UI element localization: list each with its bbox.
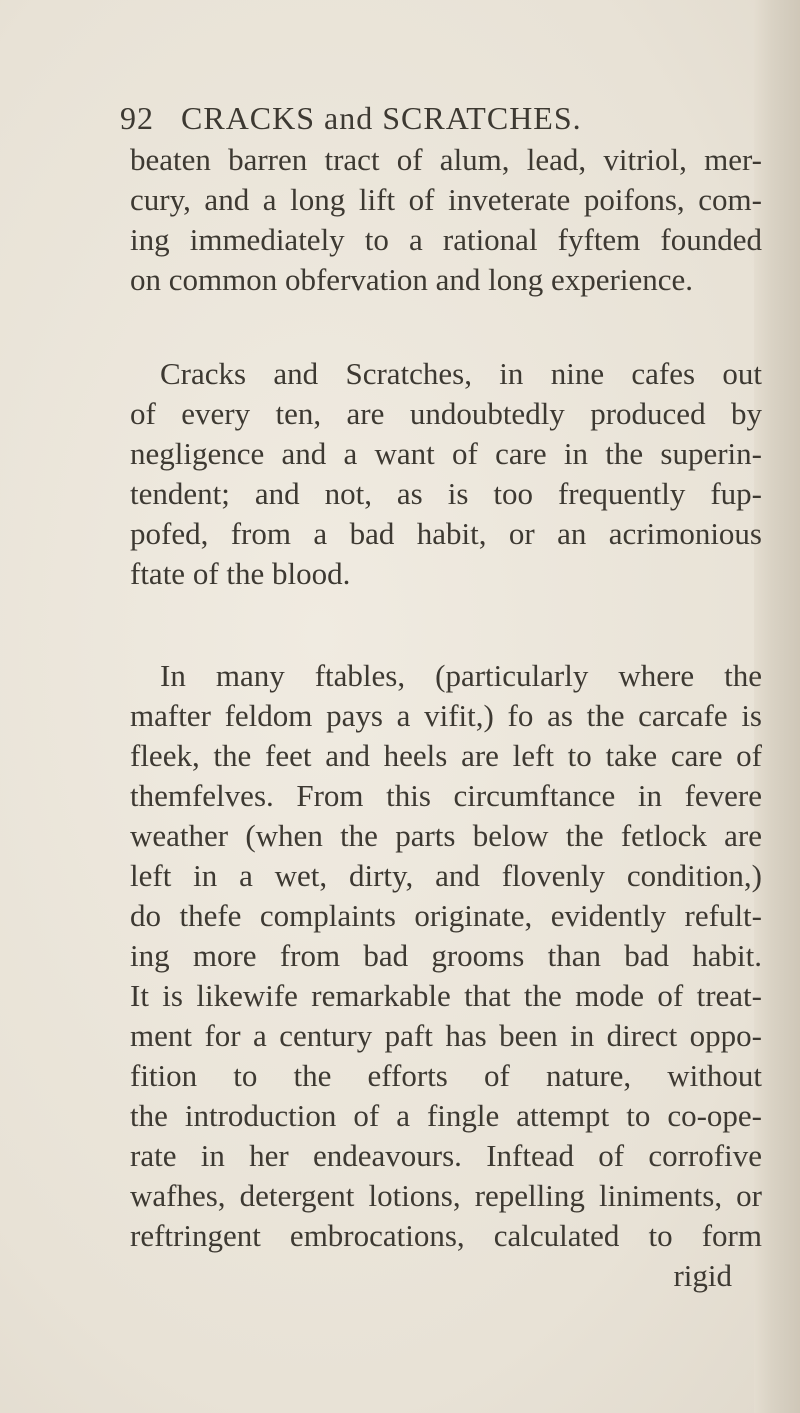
text-line: fleek, the feet and heels are left to take care of xyxy=(130,738,762,773)
text-line: ment for a century paft has been in direct oppo- xyxy=(130,1018,762,1053)
text-line: ing immediately to a rational fyftem founded xyxy=(130,222,762,257)
text-line: It is likewife remarkable that the mode of treat- xyxy=(130,978,762,1013)
text-body xyxy=(130,140,762,1296)
text-line: Cracks and Scratches, in nine cafes out xyxy=(160,356,762,391)
text-line: of every ten, are undoubtedly produced by xyxy=(130,396,762,431)
paragraph-3 xyxy=(130,656,762,1256)
paragraph-2 xyxy=(130,354,762,594)
text-line: In many ftables, (particularly where the xyxy=(160,658,762,693)
page-number: 92 xyxy=(120,100,154,136)
text-line: beaten barren tract of alum, lead, vitriol, mer- xyxy=(130,142,762,177)
text-line: themfelves. From this circumftance in fevere xyxy=(130,778,762,813)
text-line: wafhes, detergent lotions, repelling liniments, or xyxy=(130,1178,762,1213)
text-line: pofed, from a bad habit, or an acrimonious xyxy=(130,516,762,551)
paragraph-1 xyxy=(130,140,762,300)
text-line: mafter feldom pays a vifit,) fo as the carcafe is xyxy=(130,698,762,733)
text-line: fition to the efforts of nature, without xyxy=(130,1058,762,1093)
text-line: negligence and a want of care in the superin- xyxy=(130,436,762,471)
text-line: left in a wet, dirty, and flovenly condition,) xyxy=(130,858,762,893)
catchword: rigid xyxy=(673,1258,732,1293)
text-line: do thefe complaints originate, evidently refult- xyxy=(130,898,762,933)
text-line: tendent; and not, as is too frequently fup- xyxy=(130,476,762,511)
running-title: CRACKS and SCRATCHES. xyxy=(181,100,582,136)
text-line: weather (when the parts below the fetlock are xyxy=(130,818,762,853)
text-line: ftate of the blood. xyxy=(130,556,351,591)
running-header xyxy=(120,100,760,137)
text-line: ing more from bad grooms than bad habit. xyxy=(130,938,762,973)
text-line: the introduction of a fingle attempt to co-ope- xyxy=(130,1098,762,1133)
text-line: rate in her endeavours. Inftead of corrofive xyxy=(130,1138,762,1173)
text-line: on common obfervation and long experience. xyxy=(130,262,693,297)
text-line: reftringent embrocations, calculated to form xyxy=(130,1218,762,1253)
text-line: cury, and a long lift of inveterate poifons, com- xyxy=(130,182,762,217)
